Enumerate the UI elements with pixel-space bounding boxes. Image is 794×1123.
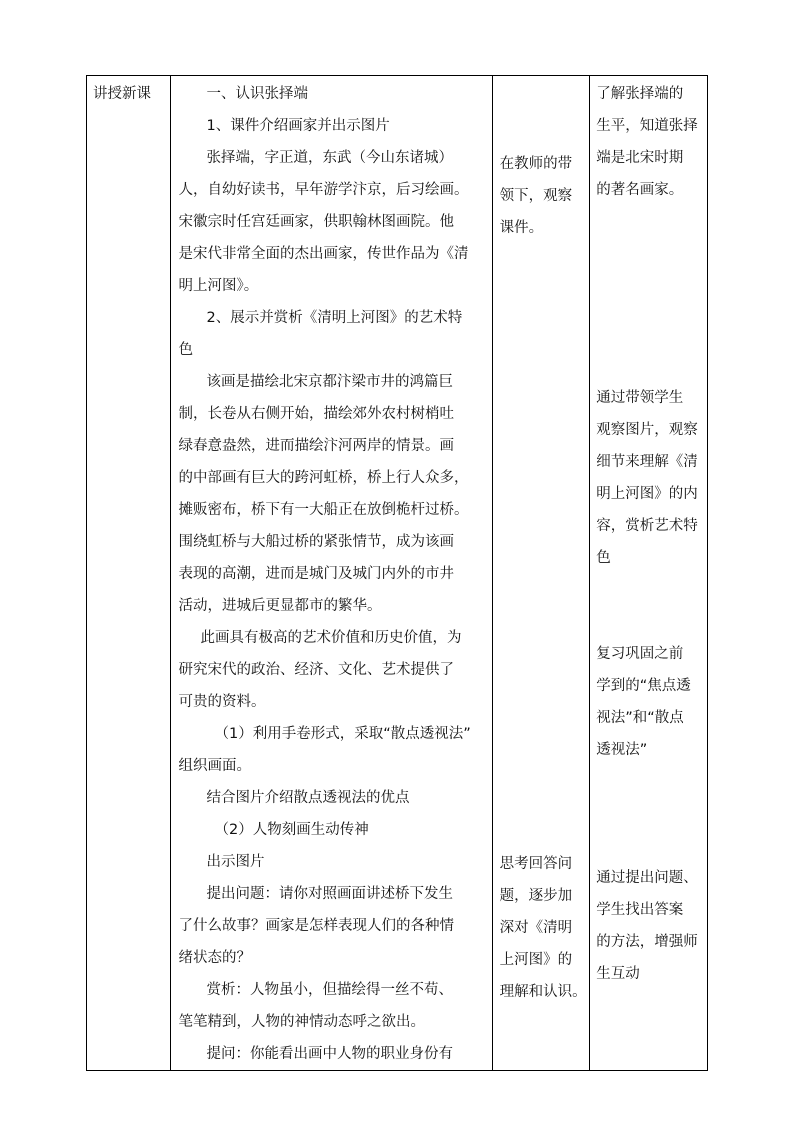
content-line: 研究宋代的政治、经济、文化、艺术提供了 — [178, 662, 455, 678]
text-line: 观察图片，观察 — [596, 422, 698, 438]
content-line: （2）人物刻画生动传神 — [214, 822, 369, 838]
student-activity — [493, 76, 590, 1008]
content-line: 围绕虹桥与大船过桥的紧张情节，成为该画 — [178, 534, 455, 550]
content-line: 此画具有极高的艺术价值和历史价值，为 — [200, 630, 462, 646]
content-line: 的中部画有巨大的跨河虹桥，桥上行人众多， — [178, 470, 469, 486]
content-line: 出示图片 — [206, 854, 265, 870]
text-line: 的方法，增强师 — [596, 934, 698, 950]
teaching-content-cell — [170, 76, 492, 1071]
content-line: 1、课件介绍画家并出示图片 — [206, 118, 390, 134]
text-line: 明上河图》的内 — [596, 486, 698, 502]
text-line: 色 — [596, 550, 611, 566]
text-line: 了解张择端的 — [596, 86, 684, 102]
content-line: 笔笔精到，人物的神情动态呼之欲出。 — [178, 1014, 426, 1030]
design-intent — [590, 76, 707, 990]
teaching-content — [171, 76, 492, 1070]
content-line: 了什么故事？画家是怎样表现人们的各种情 — [178, 918, 455, 934]
content-line: 摊贩密布，桥下有一大船正在放倒桅杆过桥。 — [178, 502, 469, 518]
content-line: 提问：你能看出画中人物的职业身份有 — [206, 1046, 454, 1062]
content-line: 该画是描绘北宋京都汴梁市井的鸿篇巨 — [206, 374, 454, 390]
text-line: 上河图》的 — [499, 952, 573, 968]
content-line: 张择端，字正道，东武（今山东诸城） — [206, 150, 454, 166]
text-line: 深对《清明 — [499, 920, 573, 936]
text-line: 端是北宋时期 — [596, 150, 684, 166]
text-line: 理解和认识。 — [499, 984, 587, 1000]
text-line: 领下，观察 — [499, 188, 573, 204]
content-line: 2、展示并赏析《清明上河图》的艺术特 — [206, 310, 463, 326]
text-line: 生互动 — [596, 966, 640, 982]
text-line: 生平，知道张择 — [596, 118, 698, 134]
text-line: 课件。 — [499, 220, 544, 236]
section-label-cell — [87, 76, 171, 1071]
table-row — [87, 76, 708, 1071]
text-line: 题，逐步加 — [499, 888, 573, 904]
text-line: 视法”和“散点 — [596, 710, 684, 726]
text-line: 学生找出答案 — [596, 902, 684, 918]
text-line: 通过提出问题、 — [596, 870, 698, 886]
content-line: 可贵的资料。 — [178, 694, 266, 710]
text-line: 透视法” — [596, 742, 648, 758]
text-line: 的著名画家。 — [596, 182, 684, 198]
design-intent-block-4 — [596, 862, 707, 990]
text-line: 通过带领学生 — [596, 390, 684, 406]
content-line: 活动，进城后更显都市的繁华。 — [178, 598, 382, 614]
content-line: 组织画面。 — [178, 758, 252, 774]
text-line: 思考回答问 — [499, 856, 573, 872]
lesson-plan-table — [86, 75, 708, 1071]
content-line: 色 — [178, 342, 194, 358]
content-line: 赏析：人物虽小，但描绘得一丝不苟、 — [206, 982, 454, 998]
student-activity-block-1 — [500, 148, 590, 244]
student-activity-block-2 — [500, 244, 590, 1008]
text-line: 容，赏析艺术特 — [596, 518, 698, 534]
text-line: 复习巩固之前 — [596, 646, 684, 662]
content-line: 明上河图》。 — [178, 278, 259, 294]
content-line: 提出问题：请你对照画面讲述桥下发生 — [206, 886, 454, 902]
content-line: 绪状态的？ — [178, 950, 252, 966]
content-line: 是宋代非常全面的杰出画家，传世作品为《清 — [178, 246, 469, 262]
section-label: 讲授新课 — [93, 86, 151, 102]
design-intent-cell — [590, 76, 708, 1071]
text-line: 在教师的带 — [499, 156, 573, 172]
content-line: 人，自幼好读书，早年游学汴京，后习绘画。 — [178, 182, 469, 198]
content-line: 制，长卷从右侧开始，描绘郊外农村树梢吐 — [178, 406, 455, 422]
design-intent-block-3 — [596, 638, 707, 766]
design-intent-block-2 — [596, 382, 707, 574]
content-line: 一、认识张择端 — [206, 86, 309, 102]
student-activity-cell — [492, 76, 590, 1071]
content-line: 绿春意盎然，进而描绘汴河两岸的情景。画 — [178, 438, 455, 454]
text-line: 细节来理解《清 — [596, 454, 698, 470]
design-intent-block-1 — [596, 78, 707, 206]
content-line: （1）利用手卷形式，采取“散点透视法” — [214, 726, 471, 742]
content-line: 结合图片介绍散点透视法的优点 — [206, 790, 410, 806]
content-line: 宋徽宗时任宫廷画家，供职翰林图画院。他 — [178, 214, 455, 230]
text-line: 学到的“焦点透 — [596, 678, 691, 694]
content-line: 表现的高潮，进而是城门及城门内外的市井 — [178, 566, 455, 582]
